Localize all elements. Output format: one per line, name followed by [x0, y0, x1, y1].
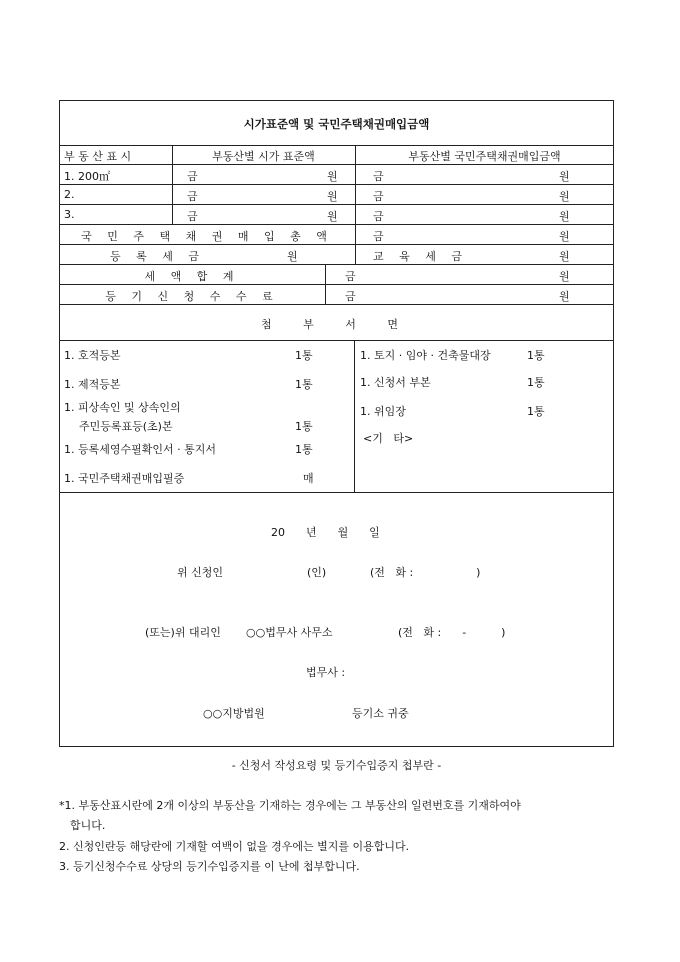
- attachment-count: 1통: [527, 376, 545, 389]
- attachment-count: 1통: [527, 405, 545, 418]
- attachment-count: 1통: [295, 443, 313, 456]
- currency-suffix: 원: [559, 250, 570, 263]
- divider: [354, 340, 355, 492]
- currency-suffix: 원: [327, 190, 338, 203]
- header-property: 부 동 산 표 시: [64, 150, 132, 163]
- divider: [325, 264, 326, 304]
- court-name: ○○지방법원: [203, 707, 265, 720]
- date-line: 20 년 월 일: [271, 526, 380, 539]
- attachment-item: 1. 위임장: [360, 405, 406, 418]
- attachment-count: 1통: [527, 349, 545, 362]
- fee-label: 등 기 신 청 수 수 료: [105, 290, 279, 303]
- currency-suffix: 원: [559, 290, 570, 303]
- attachment-other: <기 타>: [363, 432, 414, 445]
- divider: [59, 264, 614, 265]
- note-item: 3. 등기신청수수료 상당의 등기수입증지를 이 난에 첩부합니다.: [59, 860, 360, 873]
- attachment-item: 1. 호적등본: [64, 349, 121, 362]
- note-item: 2. 신청인란등 해당란에 기재할 여백이 없을 경우에는 별지를 이용합니다.: [59, 840, 410, 853]
- property-label: 2.: [64, 188, 75, 201]
- divider: [59, 340, 614, 341]
- currency-suffix: 원: [559, 270, 570, 283]
- divider: [59, 184, 614, 185]
- currency-prefix: 금: [345, 290, 356, 303]
- currency-suffix: 원: [559, 230, 570, 243]
- header-standard-price: 부동산별 시가 표준액: [212, 150, 315, 163]
- attachment-item: 1. 피상속인 및 상속인의: [64, 401, 181, 414]
- attachment-item: 1. 등록세영수필확인서 · 통지서: [64, 443, 216, 456]
- currency-prefix: 금: [373, 210, 384, 223]
- agent-phone: (전 화 : - ): [398, 626, 506, 639]
- agent-label: (또는)위 대리인: [145, 626, 221, 639]
- property-label: 3.: [64, 208, 75, 221]
- notes-heading: - 신청서 작성요령 및 등기수입증지 첩부란 -: [231, 759, 442, 772]
- currency-prefix: 금: [187, 210, 198, 223]
- currency-prefix: 금: [345, 270, 356, 283]
- agent-office: ○○법무사 사무소: [246, 626, 333, 639]
- currency-prefix: 금: [373, 190, 384, 203]
- attachment-item: 1. 토지 · 임야 · 건축물대장: [360, 349, 491, 362]
- currency-suffix: 원: [327, 170, 338, 183]
- currency-prefix: 금: [187, 170, 198, 183]
- note-item-cont: 합니다.: [70, 819, 106, 832]
- attachment-count: 1통: [295, 378, 313, 391]
- form-title: 시가표준액 및 국민주택채권매입금액: [243, 117, 430, 131]
- currency-suffix: 원: [559, 170, 570, 183]
- header-bond-amount: 부동산별 국민주택채권매입금액: [408, 150, 561, 163]
- attachment-item: 1. 국민주택채권매입필증: [64, 472, 185, 485]
- property-label: 1. 200㎡: [64, 170, 110, 183]
- tax-total-label: 세 액 합 계: [144, 270, 240, 283]
- attachment-count: 매: [303, 472, 314, 485]
- attachment-item-cont: 주민등록표등(초)본: [79, 420, 173, 433]
- education-tax-label: 교 육 세 금: [373, 250, 468, 263]
- note-item: *1. 부동산표시란에 2개 이상의 부동산을 기재하는 경우에는 그 부동산의 일련번호를 기재하여야: [59, 799, 521, 812]
- attachment-item: 1. 제적등본: [64, 378, 121, 391]
- applicant-label: 위 신청인: [177, 566, 224, 579]
- divider: [59, 224, 614, 225]
- registry-recipient: 등기소 귀중: [352, 707, 409, 720]
- bond-total-label: 국 민 주 택 채 권 매 입 총 액: [81, 230, 333, 243]
- attachment-count: 1통: [295, 349, 313, 362]
- registration-tax-label: 등 록 세 금: [110, 250, 205, 263]
- attachments-heading: 첨 부 서 면: [261, 318, 412, 331]
- divider: [59, 284, 614, 285]
- lawyer-label: 법무사 :: [306, 666, 346, 679]
- attachment-item: 1. 신청서 부본: [360, 376, 431, 389]
- currency-suffix: 원: [559, 210, 570, 223]
- divider: [59, 304, 614, 305]
- attachment-count: 1통: [295, 420, 313, 433]
- currency-prefix: 금: [373, 170, 384, 183]
- currency-suffix: 원: [559, 190, 570, 203]
- divider: [59, 145, 614, 146]
- currency-prefix: 금: [187, 190, 198, 203]
- currency-prefix: 금: [373, 230, 384, 243]
- divider: [59, 204, 614, 205]
- divider: [59, 164, 614, 165]
- divider: [59, 244, 614, 245]
- currency-suffix: 원: [287, 250, 298, 263]
- divider: [59, 492, 614, 493]
- applicant-phone: (전 화 : ): [370, 566, 481, 579]
- currency-suffix: 원: [327, 210, 338, 223]
- seal-mark: (인): [307, 566, 327, 579]
